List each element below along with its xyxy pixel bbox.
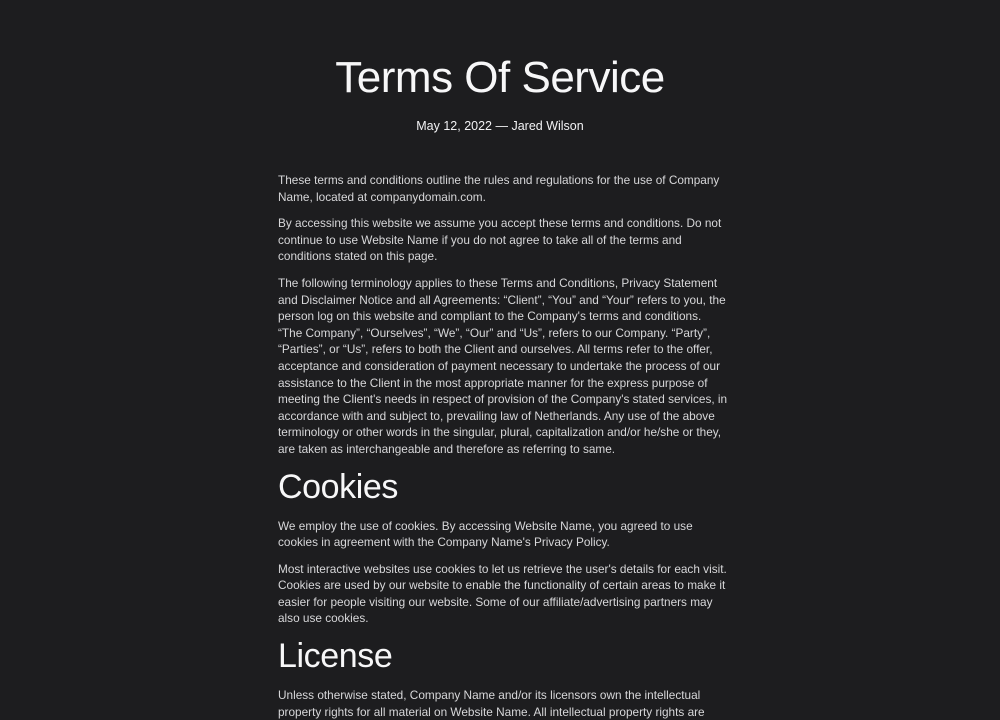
cookies-paragraph-1: We employ the use of cookies. By accessing Website Name, you agreed to use cookies in agreement with the Company Name's Privacy Policy. [278,518,693,550]
intro-paragraph-3: The following terminology applies to these Terms and Conditions, Privacy Statement and Disclaimer Notice and all Agreements: “Client”, “You” and “Your” refers to you, the person log on this website and compliant to the Company's terms and conditions. “The Company”, “Ourselves”, “We”, “Our” and “Us”, refers to our Company. “Party”, “Parties”, or “Us”, refers to both the Client and ourselves. All terms refer to the offer, acceptance and consideration of payment necessary to undertake the process of our assistance to the Client in the most appropriate manner for the express purpose of meeting the Client's needs in respect of provision of the Company's stated services, in accordance with and subject to, prevailing law of Netherlands. Any use of the above terminology or other words in the singular, plural, capitalization and/or he/she or they, are taken as interchangeable and therefore as referring to same. [278,275,728,456]
cookies-paragraph-2: Most interactive websites use cookies to let us retrieve the user's details for each visit. Cookies are used by our website to enable the functionality of certain areas to make it easier for people visiting our website. Some of our affiliate/advertising partners may also use cookies. [278,561,727,626]
intro-paragraph-2: By accessing this website we assume you accept these terms and conditions. Do not continue to use Website Name if you do not agree to take all of the terms and conditions stated on this page. [278,216,722,264]
license-heading: License [278,637,393,676]
page-header [0,0,1000,134]
license-paragraph-1: Unless otherwise stated, Company Name and/or its licensors own the intellectual property rights for all material on Website Name. All intellectual property rights are [278,688,705,719]
terms-content [278,172,728,720]
intro-paragraph-1: These terms and conditions outline the rules and regulations for the use of Company Name, located at companydomain.com. [278,173,720,204]
cookies-heading: Cookies [278,467,399,506]
page-title: Terms Of Service [335,53,665,102]
post-meta: May 12, 2022 — Jared Wilson [416,119,584,133]
